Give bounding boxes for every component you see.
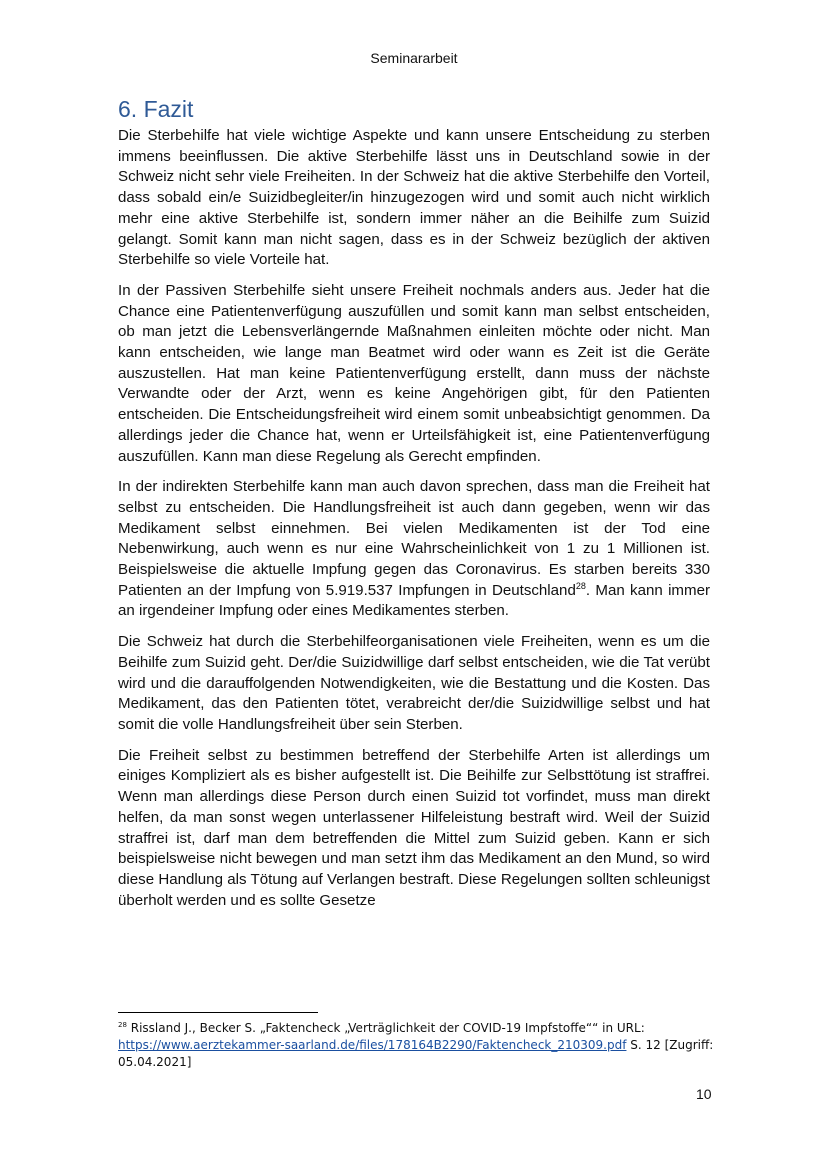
paragraph-3-tail: . Man kann immer an irgendeiner Impfung oder eines Medikamentes sterben. <box>118 581 711 620</box>
paragraph-3-text: In der indirekten Sterbehilfe kann man auch davon sprechen, dass man die Freiheit hat selbst zu entscheiden. Die Handlungsfreiheit ist auch dann gegeben, wenn wir das Medikament selbst einnehmen. Bei vielen Medikamenten ist der Tod eine Nebenwirkung, auch wenn es nur eine Wahrscheinlichkeit von 1 zu 1 Millionen ist. Beispielsweise die aktuelle Impfung gegen das Coronavirus. Es starben bereits 330 Patienten an der Impfung von 5.919.537 Impfungen in Deutschland <box>118 478 710 599</box>
paragraph-3 <box>118 477 710 622</box>
footnote-reference[interactable]: 28 <box>575 580 586 591</box>
footnote-separator <box>118 1012 318 1013</box>
footnote-link[interactable]: https://www.aerztekammer-saarland.de/files/178164B2290/Faktencheck_210309.pdf <box>118 1038 627 1052</box>
running-header: Seminararbeit <box>370 50 458 66</box>
body-text <box>118 126 710 921</box>
paragraph-5: Die Freiheit selbst zu bestimmen betreffend der Sterbehilfe Arten ist allerdings um einiges Kompliziert als es bisher aufgestellt ist. Die Beihilfe zur Selbsttötung ist straffrei. Wenn man allerdings diese Person durch einen Suizid tot vorfindet, muss man direkt helfen, da man sonst wegen unterlassener Hilfeleistung bestraft wird. Weil der Suizid straffrei ist, darf man dem betreffenden die Mittel zum Suizid geben. Kann er sich beispielsweise nicht bewegen und man setzt ihm das Medikament an den Mund, so wird diese Handlung als Tötung auf Verlangen bestraft. Diese Regelungen sollten schleunigst überholt werden und es sollte Gesetze <box>118 746 710 909</box>
footnote-number: 28 <box>118 1021 127 1029</box>
footnote-text: Rissland J., Becker S. „Faktencheck „Verträglichkeit der COVID-19 Impfstoffe““ in URL: <box>126 1021 645 1035</box>
paragraph-4: Die Schweiz hat durch die Sterbehilfeorganisationen viele Freiheiten, wenn es um die Beihilfe zum Suizid geht. Der/die Suizidwillige darf selbst entscheiden, wie die Tat verübt wird und die darauffolgenden Notwendigkeiten, wie die Bestattung und die Kosten. Das Medikament, das den Patienten tötet, verabreicht der/die Suizidwillige selbst und hat somit die volle Handlungsfreiheit über sein Sterben. <box>118 633 710 733</box>
paragraph-2: In der Passiven Sterbehilfe sieht unsere Freiheit nochmals anders aus. Jeder hat die Chance eine Patientenverfügung auszufüllen und somit kann man selbst entscheiden, ob man jetzt die Lebensverlängernde Maßnahmen einleiten möchte oder nicht. Man kann entscheiden, wie lange man Beatmet wird oder wann es Zeit ist die Geräte auszustellen. Hat man keine Patientenverfügung erstellt, dann muss der nächste Verwandte oder der Arzt, wenn es keine Angehörigen gibt, für den Patienten entscheiden. Die Entscheidungsfreiheit wird einem somit unbeabsichtigt genommen. Da allerdings jeder die Chance hat, wenn er Urteilsfähigkeit ist, eine Patientenverfügung auszufüllen. Kann man diese Regelung als Gerecht empfinden. <box>118 281 710 465</box>
page-number: 10 <box>696 1086 712 1102</box>
paragraph-1: Die Sterbehilfe hat viele wichtige Aspekte und kann unsere Entscheidung zu sterben immens beeinflussen. Die aktive Sterbehilfe lässt uns in Deutschland sowie in der Schweiz nicht sehr viele Freiheiten. In der Schweiz hat die aktive Sterbehilfe den Vorteil, dass sobald ein/e Suizidbegleiter/in hinzugezogen wird und somit auch nicht wirklich mehr eine aktive Sterbehilfe ist, sondern immer näher an die Beihilfe zum Suizid gelangt. Somit kann man nicht sagen, dass es in der Schweiz bezüglich der aktiven Sterbehilfe so viele Vorteile hat. <box>118 127 710 269</box>
footnote-access-date: S. 12 [Zugriff: 05.04.2021] <box>118 1038 714 1069</box>
footnote <box>118 1020 718 1071</box>
section-heading: 6. Fazit <box>118 96 194 122</box>
